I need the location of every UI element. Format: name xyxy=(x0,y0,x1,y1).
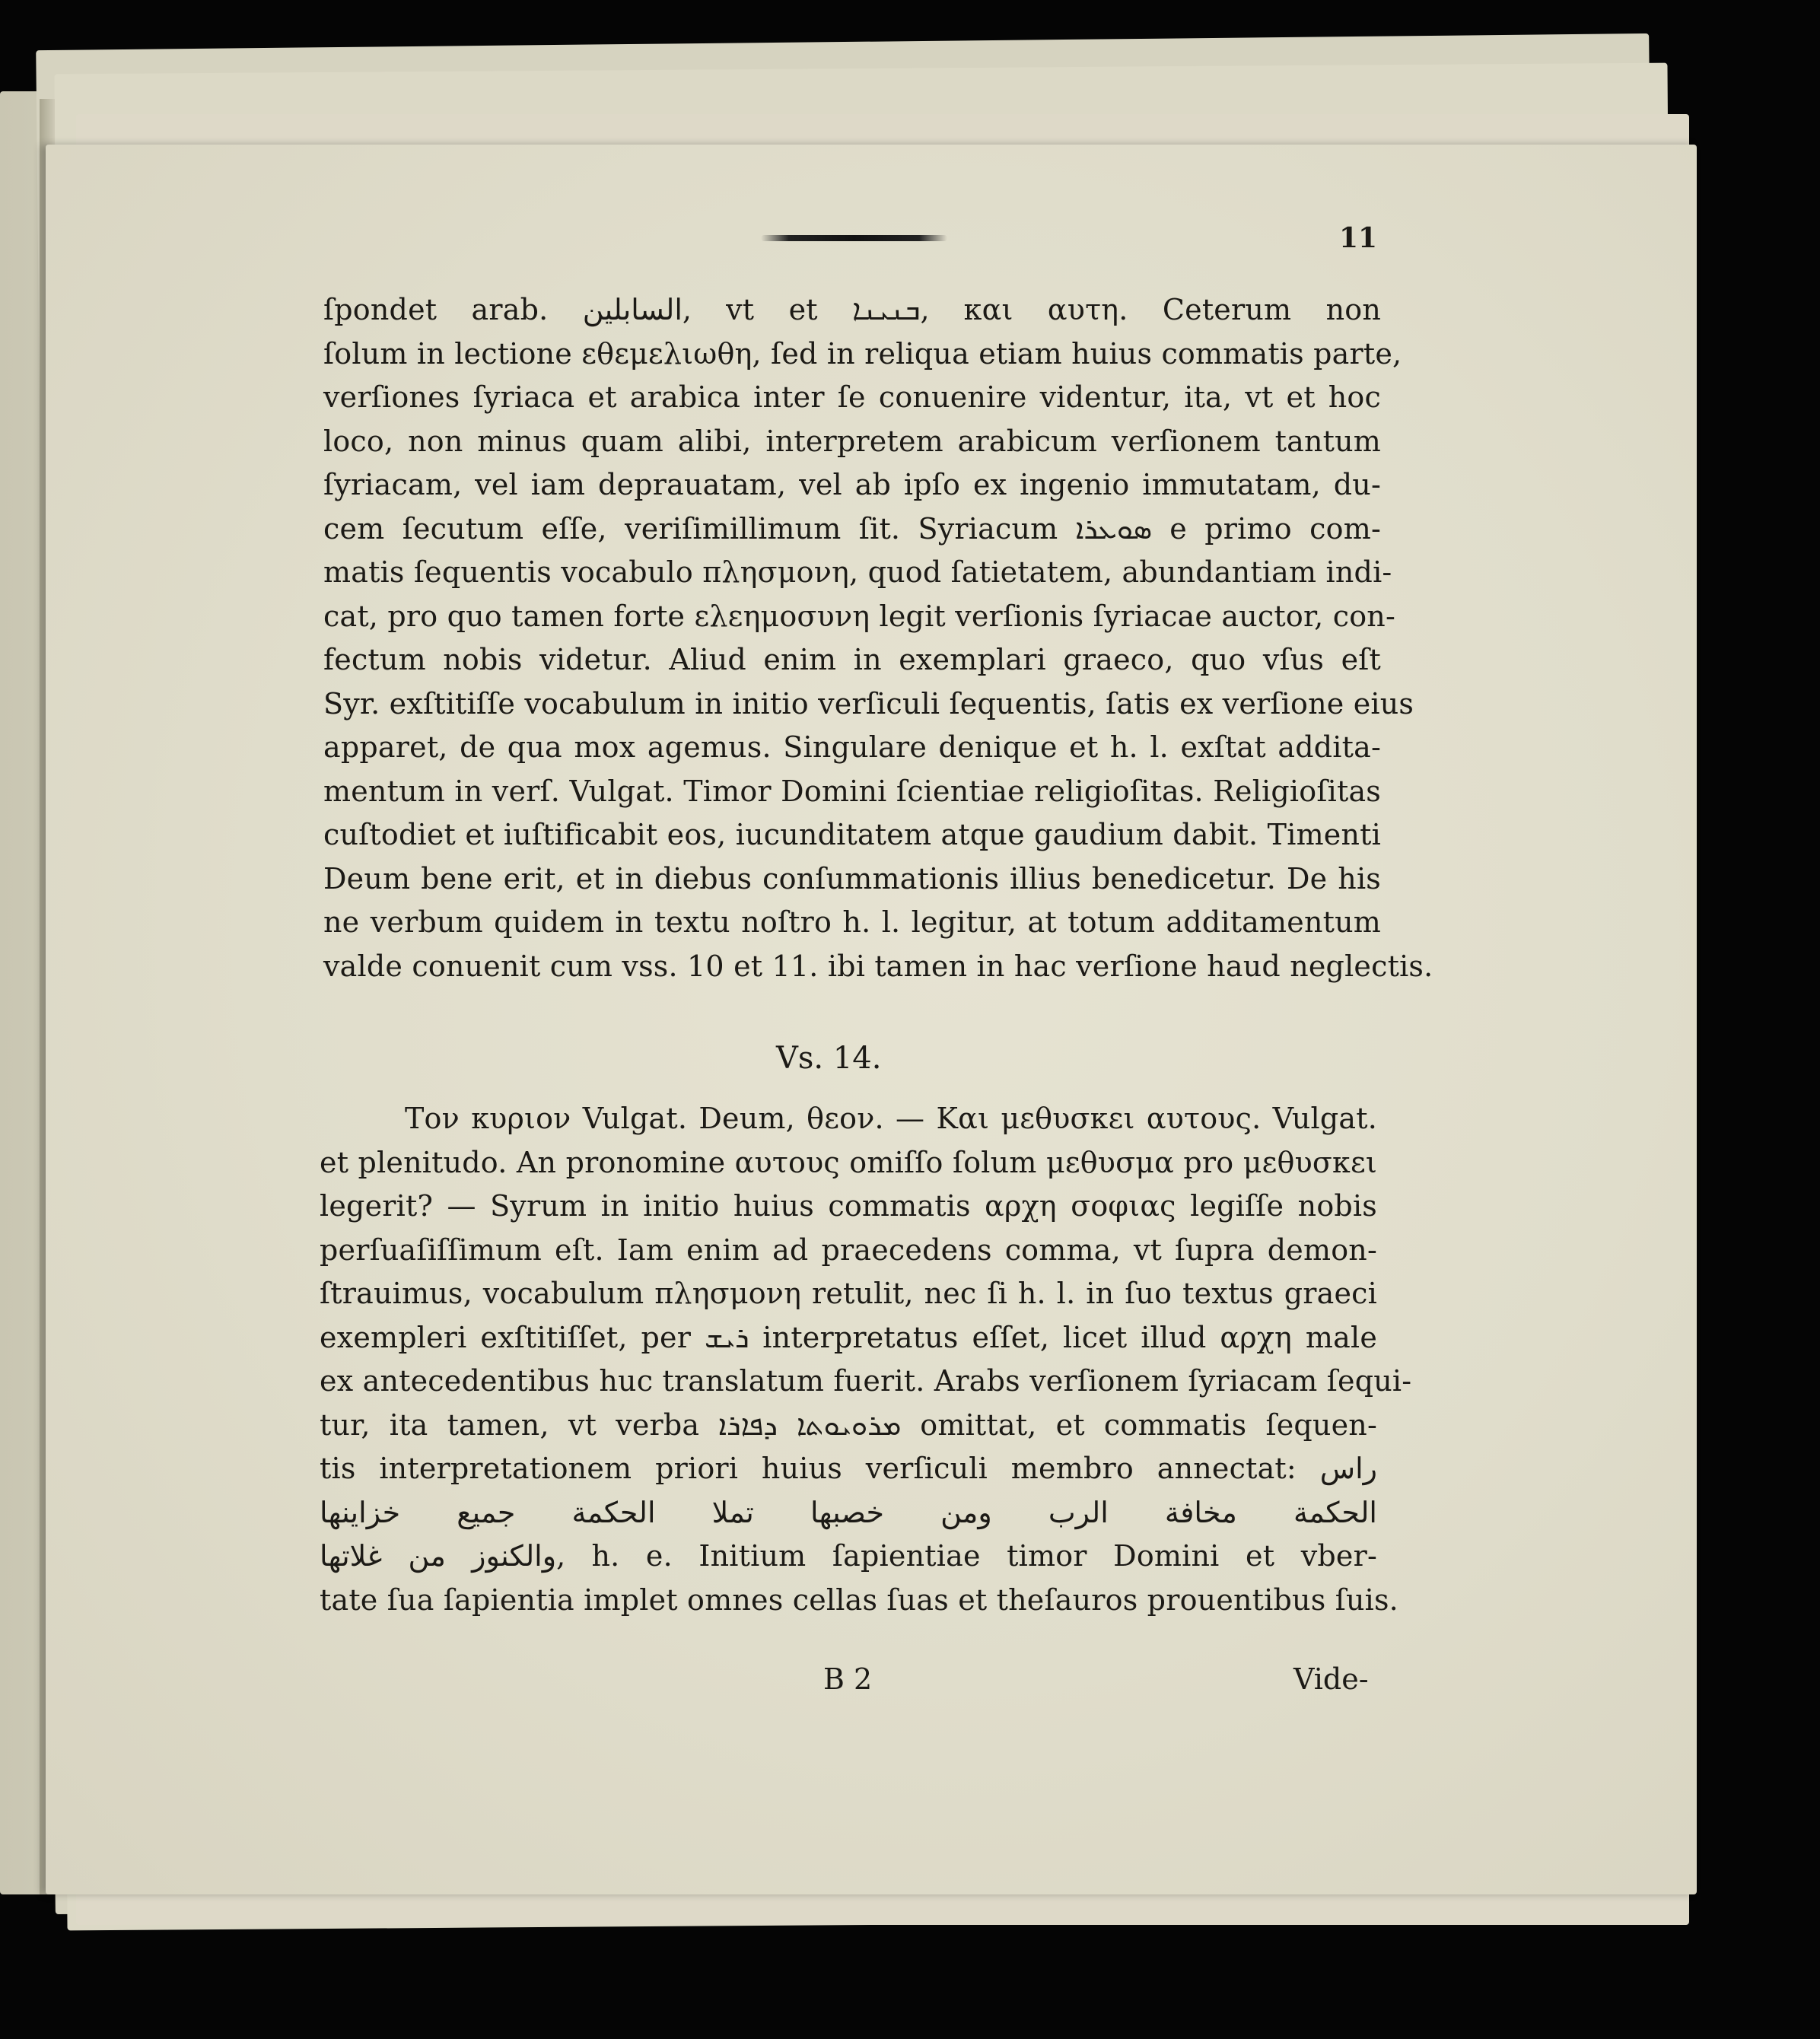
text-line: ſtrauimus, vocabulum πλησμονη retulit, nec ſi h. l. in ſuo textus graeci xyxy=(320,1277,1377,1310)
text-line: ſyriacam, vel iam deprauatam, vel ab ipſo ex ingenio immutatam, du- xyxy=(323,468,1381,501)
text-line: exempleri exſtitiſſet, per ܪܝܫ interpretatus eſſet, licet illud αρχη male xyxy=(320,1320,1378,1354)
section-heading: Vs. 14. xyxy=(776,1041,882,1076)
text-line: ſpondet arab. السابلين, vt et ܒܢܝܢܐ, και αυτη. Ceterum non xyxy=(323,293,1381,326)
text-line: والكنوز من غلاتها, h. e. Initium ſapientiae timor Domini et vber- xyxy=(320,1539,1378,1573)
paragraph-block-2 xyxy=(320,1102,1412,1649)
text-line: ne verbum quidem in textu noſtro h. l. legitur, at totum additamentum xyxy=(323,905,1381,939)
catchword: Vide- xyxy=(1293,1662,1369,1696)
text-line: cuſtodiet et iuſtificabit eos, iucunditatem atque gaudium dabit. Timenti xyxy=(323,818,1381,851)
text-line: verſiones ſyriaca et arabica inter ſe conuenire videntur, ita, vt et hoc xyxy=(323,380,1381,414)
text-line: tis interpretationem priori huius verſiculi membro annectat: راس xyxy=(320,1452,1377,1485)
text-line: tur, ita tamen, vt verba ܡܪܘܝܘܬܐ ܕܦܐܪܐ omittat, et commatis ſequen- xyxy=(320,1408,1377,1442)
header-ornament-rule xyxy=(761,235,947,241)
signature-mark: B 2 xyxy=(823,1662,873,1696)
page-number: 11 xyxy=(1339,222,1378,254)
text-line: Deum bene erit, et in diebus conſummationis illius benedicetur. De his xyxy=(323,861,1381,895)
text-line: apparet, de qua mox agemus. Singulare denique et h. l. exſtat addita- xyxy=(323,730,1381,764)
text-line: legerit? — Syrum in initio huius commatis αρχη σοφιας legiſſe nobis xyxy=(320,1189,1377,1223)
text-line: ſolum in lectione εθεμελιωθη, ſed in reliqua etiam huius commatis parte, xyxy=(323,336,1402,371)
text-line: Syr. exſtitiſſe vocabulum in initio verſiculi ſequentis, ſatis ex verſione eius xyxy=(323,686,1414,720)
text-line: الحكمة مخافة الرب ومن خصبها تملا الحكمة جميع خزاينها xyxy=(320,1495,1377,1529)
text-line: perſuaſiſſimum eſt. Iam enim ad praecedens comma, vt ſupra demon- xyxy=(320,1233,1377,1267)
text-line: mentum in verſ. Vulgat. Timor Domini ſcientiae religioſitas. Religioſitas xyxy=(323,774,1381,808)
text-line: ex antecedentibus huc translatum fuerit. Arabs verſionem ſyriacam ſequi- xyxy=(320,1364,1412,1398)
text-line: cat, pro quo tamen forte ελεημοσυνη legit verſionis ſyriacae auctor, con- xyxy=(323,599,1395,633)
text-line: tate ſua ſapientia implet omnes cellas ſuas et theſauros prouentibus ſuis. xyxy=(320,1583,1398,1617)
text-line: loco, non minus quam alibi, interpretem arabicum verſionem tantum xyxy=(323,424,1381,458)
text-line: valde conuenit cum vss. 10 et 11. ibi tamen in hac verſione haud neglectis. xyxy=(323,949,1433,983)
text-line: fectum nobis videtur. Aliud enim in exemplari graeco, quo vſus eſt xyxy=(323,643,1381,676)
text-line: et plenitudo. An pronomine αυτους omiſſo ſolum μεθυσμα pro μεθυσκει xyxy=(320,1145,1377,1179)
text-line: Τον κυριον Vulgat. Deum, θεον. — Και μεθυσκει αυτους. Vulgat. xyxy=(405,1102,1377,1135)
text-line: cem ſecutum eſſe, veriſimillimum ſit. Syriacum ܣܘܥܪܐ e primo com- xyxy=(323,511,1381,546)
text-line: matis ſequentis vocabulo πλησμονη, quod ſatietatem, abundantiam indi- xyxy=(323,555,1392,589)
paragraph-block-1 xyxy=(323,293,1433,993)
